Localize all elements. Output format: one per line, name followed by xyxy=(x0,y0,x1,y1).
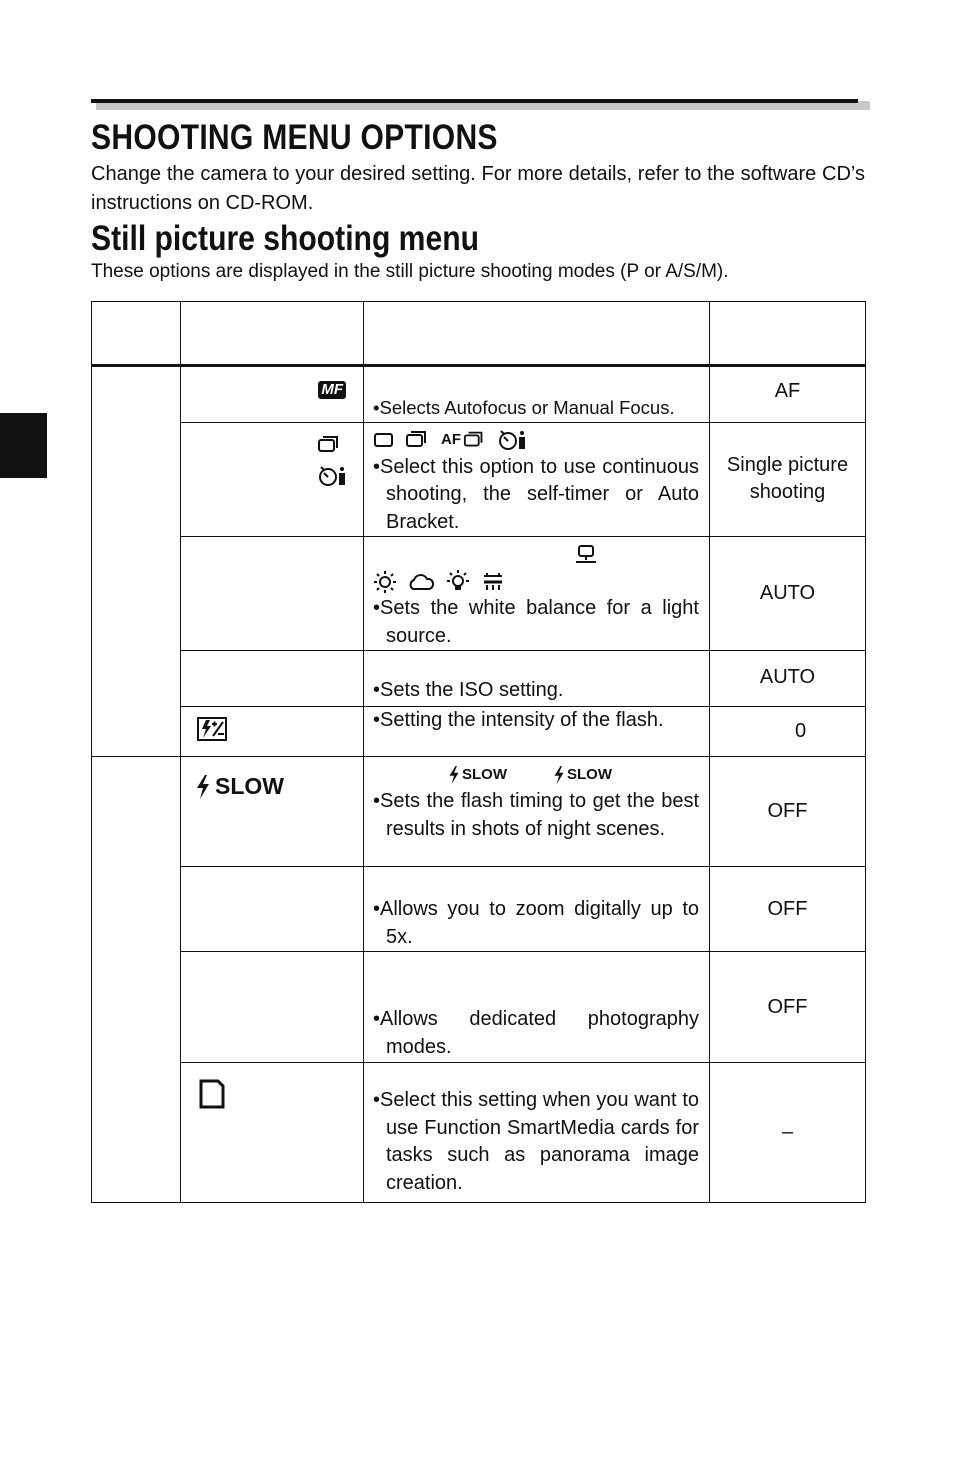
row-desc: •Allows dedicated photography modes. xyxy=(373,1008,699,1058)
group-cell-2 xyxy=(92,757,181,1203)
row-default: OFF xyxy=(767,995,808,1018)
default-cell xyxy=(710,537,866,651)
row-desc: •Setting the intensity of the flash. xyxy=(373,709,664,731)
row-desc: •Selects Autofocus or Manual Focus. xyxy=(373,397,675,418)
fluorescent-icon xyxy=(481,572,505,592)
default-cell xyxy=(710,651,866,707)
intro-text: Change the camera to your desired setting. For more details, refer to the software CD’s instructions on CD-ROM. xyxy=(91,163,865,214)
header-cell-setting xyxy=(364,302,710,366)
row-desc: •Sets the white balance for a light source. xyxy=(373,597,699,647)
slow-sync-icon xyxy=(195,773,284,800)
smartmedia-card-icon xyxy=(199,1079,225,1115)
desc-cell xyxy=(364,1063,710,1203)
default-cell xyxy=(710,952,866,1063)
header-rule xyxy=(91,99,858,103)
header-cell-default xyxy=(710,302,866,366)
item-cell xyxy=(181,757,364,867)
item-cell xyxy=(181,422,364,537)
desc-cell xyxy=(364,422,710,537)
table-row xyxy=(92,422,866,537)
item-cell xyxy=(181,1063,364,1203)
item-cell xyxy=(181,366,364,423)
table-row xyxy=(92,537,866,651)
default-cell xyxy=(710,422,866,537)
table-row xyxy=(92,651,866,707)
incandescent-icon xyxy=(445,569,471,595)
row-default: – xyxy=(781,1121,794,1143)
default-cell xyxy=(710,867,866,952)
default-cell xyxy=(710,757,866,867)
af-label: AF xyxy=(441,431,461,449)
table-row xyxy=(92,1063,866,1203)
row-default: AUTO xyxy=(759,582,816,604)
table-header-row xyxy=(92,302,866,366)
row-desc: •Select this option to use continuous shooting, the self-timer or Auto Bracket. xyxy=(373,455,699,533)
cloudy-icon xyxy=(407,571,435,593)
page-title: SHOOTING MENU OPTIONS xyxy=(91,118,498,157)
wb-icon-row xyxy=(373,568,699,595)
desc-cell xyxy=(364,366,710,423)
row-default: AF xyxy=(774,380,801,402)
item-cell xyxy=(181,707,364,757)
header-cell-menu xyxy=(92,302,181,366)
row-default: AUTO xyxy=(759,666,816,688)
default-cell xyxy=(710,366,866,423)
default-cell xyxy=(710,707,866,757)
table-row xyxy=(92,366,866,423)
flash-intensity-icon xyxy=(197,717,227,747)
table-row xyxy=(92,707,866,757)
row-desc: •Sets the ISO setting. xyxy=(373,679,564,701)
slow-label: SLOW xyxy=(215,773,284,799)
slow-icon-row xyxy=(373,761,699,788)
row-default: Single picture shooting xyxy=(726,454,849,504)
desc-cell xyxy=(364,537,710,651)
item-cell xyxy=(181,952,364,1063)
menu-table xyxy=(91,301,866,1203)
default-cell xyxy=(710,1063,866,1203)
row-desc: •Allows you to zoom digitally up to 5x. xyxy=(373,898,699,948)
table-row xyxy=(92,867,866,952)
row-desc: •Select this setting when you want to use Function SmartMedia cards for tasks such as panorama image creation. xyxy=(373,1089,699,1194)
row-default: 0 xyxy=(794,720,807,742)
table-row xyxy=(92,952,866,1063)
drive-icon-row xyxy=(373,427,699,454)
slow-label: SLOW xyxy=(462,765,507,783)
header-cell-item xyxy=(181,302,364,366)
group-cell-1 xyxy=(92,366,181,757)
item-cell xyxy=(181,537,364,651)
continuous-shot-icon xyxy=(317,435,343,461)
slow-rear-icon xyxy=(553,761,612,789)
desc-cell xyxy=(364,867,710,952)
auto-bracket-icon xyxy=(441,426,487,454)
self-timer-icon xyxy=(497,427,527,453)
self-timer-icon xyxy=(317,463,347,495)
table-row xyxy=(92,757,866,867)
section-title: Still picture shooting menu xyxy=(91,219,479,258)
row-default: OFF xyxy=(767,800,808,822)
desc-cell xyxy=(364,707,710,757)
slow-label: SLOW xyxy=(567,765,612,783)
slow-front-icon xyxy=(448,761,507,789)
item-cell xyxy=(181,867,364,952)
desc-cell xyxy=(364,757,710,867)
desc-cell xyxy=(364,651,710,707)
item-cell xyxy=(181,651,364,707)
row-default: OFF xyxy=(767,897,808,920)
chapter-tab xyxy=(0,413,47,478)
single-shot-icon xyxy=(373,431,395,449)
desc-cell xyxy=(364,952,710,1063)
wb-preset-row xyxy=(373,541,699,568)
custom-wb-icon xyxy=(573,544,599,566)
continuous-shot-icon xyxy=(405,430,431,450)
section-note: These options are displayed in the still picture shooting modes (P or A/S/M). xyxy=(91,261,729,282)
sunlight-icon xyxy=(373,570,397,594)
mf-icon: MF xyxy=(318,381,346,399)
row-desc: •Sets the flash timing to get the best results in shots of night scenes. xyxy=(373,790,699,840)
